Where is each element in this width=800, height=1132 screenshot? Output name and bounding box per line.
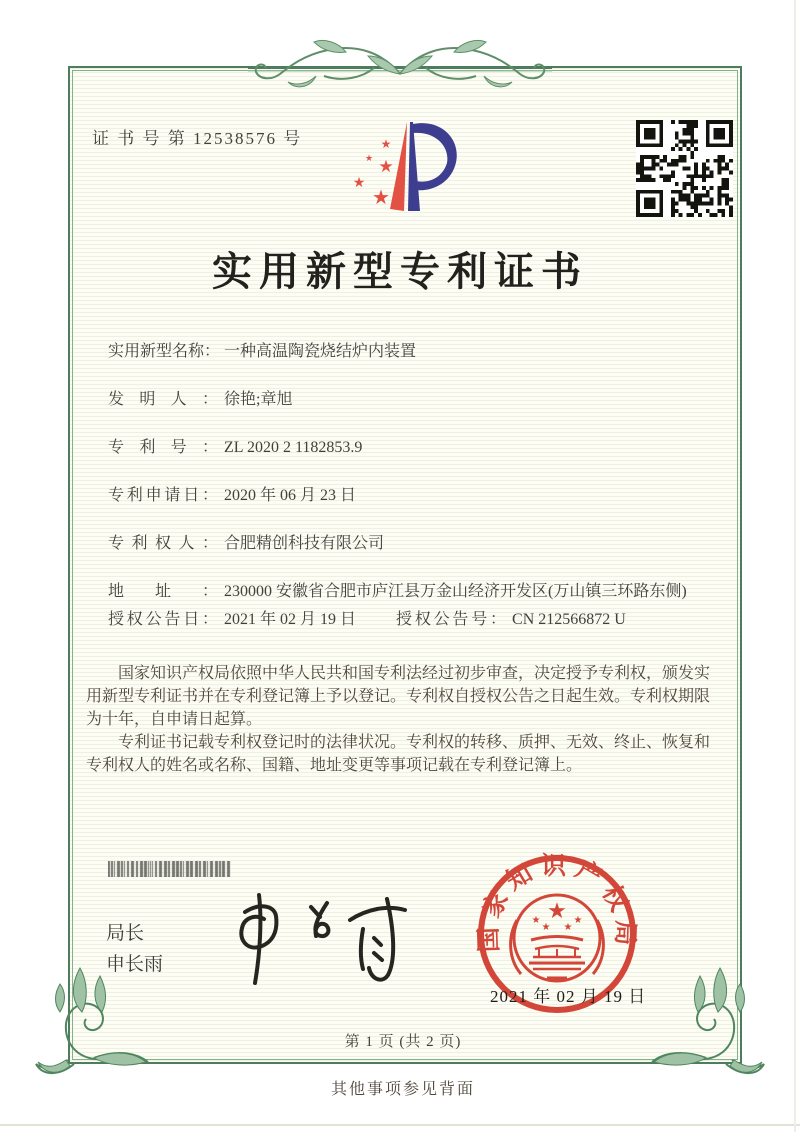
scan-edge-bottom — [0, 1124, 800, 1126]
field-label: 授权公告日： — [108, 611, 218, 628]
svg-text:★: ★ — [563, 922, 573, 933]
certificate-fields — [108, 340, 694, 632]
field-row-grant — [108, 608, 694, 632]
field-row-patent-no — [108, 436, 694, 460]
field-label: 实用新型名称： — [108, 343, 221, 360]
signature-icon — [215, 890, 430, 990]
field-value: 合肥精创科技有限公司 — [224, 535, 385, 552]
legal-text — [86, 662, 720, 777]
svg-text:★: ★ — [364, 154, 374, 164]
legal-paragraph-2: 专利证书记载专利权登记时的法律状况。专利权的转移、质押、无效、终止、恢复和专利权人的姓名或名称、国籍、地址变更等事项记载在专利登记簿上。 — [86, 734, 711, 774]
bottom-right-flourish-ornament-icon — [648, 960, 776, 1086]
field-value: 2021 年 02 月 19 日 — [224, 611, 357, 628]
field-row-patentee — [108, 532, 694, 556]
svg-text:★: ★ — [352, 175, 366, 191]
svg-text:★: ★ — [541, 922, 551, 933]
top-flourish-ornament-icon — [248, 34, 552, 98]
seal-text: 国家知识产权局 — [475, 853, 639, 953]
field-label: 地址： — [108, 583, 218, 600]
barcode — [108, 861, 232, 877]
scan-edge-right — [794, 0, 796, 1132]
field-value: 2020 年 06 月 23 日 — [224, 487, 357, 504]
field-label: 发明人： — [108, 391, 218, 408]
svg-text:★: ★ — [378, 157, 394, 177]
grant-number-pair — [396, 608, 626, 632]
field-row-inventor — [108, 388, 694, 412]
svg-text:★: ★ — [573, 915, 583, 926]
svg-text:★: ★ — [531, 915, 541, 926]
field-label: 专利权人： — [108, 535, 218, 552]
field-value: 一种高温陶瓷烧结炉内装置 — [224, 343, 417, 360]
certificate-number: 证 书 号 第 12538576 号 — [92, 129, 303, 148]
commissioner-title: 局长 — [106, 923, 145, 944]
bottom-left-flourish-ornament-icon — [24, 960, 152, 1086]
field-row-filing-date — [108, 484, 694, 508]
national-emblem-icon — [511, 895, 604, 981]
qr-code — [636, 120, 733, 217]
field-value: CN 212566872 U — [512, 611, 626, 628]
certificate-title: 实用新型专利证书 — [212, 249, 588, 294]
commissioner-name: 申长雨 — [106, 954, 164, 975]
field-value: ZL 2020 2 1182853.9 — [224, 439, 363, 456]
back-side-note: 其他事项参见背面 — [330, 1081, 475, 1098]
svg-text:★: ★ — [372, 185, 390, 209]
seal-date: 2021 年 02 月 19 日 — [490, 987, 647, 1006]
svg-text:★: ★ — [380, 137, 392, 151]
field-label: 专利号： — [108, 439, 218, 456]
field-row-name — [108, 340, 694, 364]
cnipa-seal-icon — [451, 828, 663, 1040]
page-number: 第 1 页 (共 2 页) — [344, 1034, 462, 1050]
field-value: 徐艳;章旭 — [224, 391, 293, 408]
field-value: 230000 安徽省合肥市庐江县万金山经济开发区(万山镇三环路东侧) — [224, 583, 687, 600]
field-label: 授权公告号： — [396, 611, 507, 628]
svg-text:★: ★ — [547, 899, 567, 924]
legal-paragraph-1: 国家知识产权局依照中华人民共和国专利法经过初步审查，决定授予专利权，颁发实用新型专利证书并在专利登记簿上予以登记。专利权自授权公告之日起生效。专利权期限为十年，自申请日起算。 — [86, 665, 711, 728]
field-label: 专利申请日： — [108, 487, 218, 504]
grant-date-pair — [108, 608, 356, 632]
field-row-address — [108, 580, 694, 604]
cnipa-logo-icon — [336, 108, 476, 238]
